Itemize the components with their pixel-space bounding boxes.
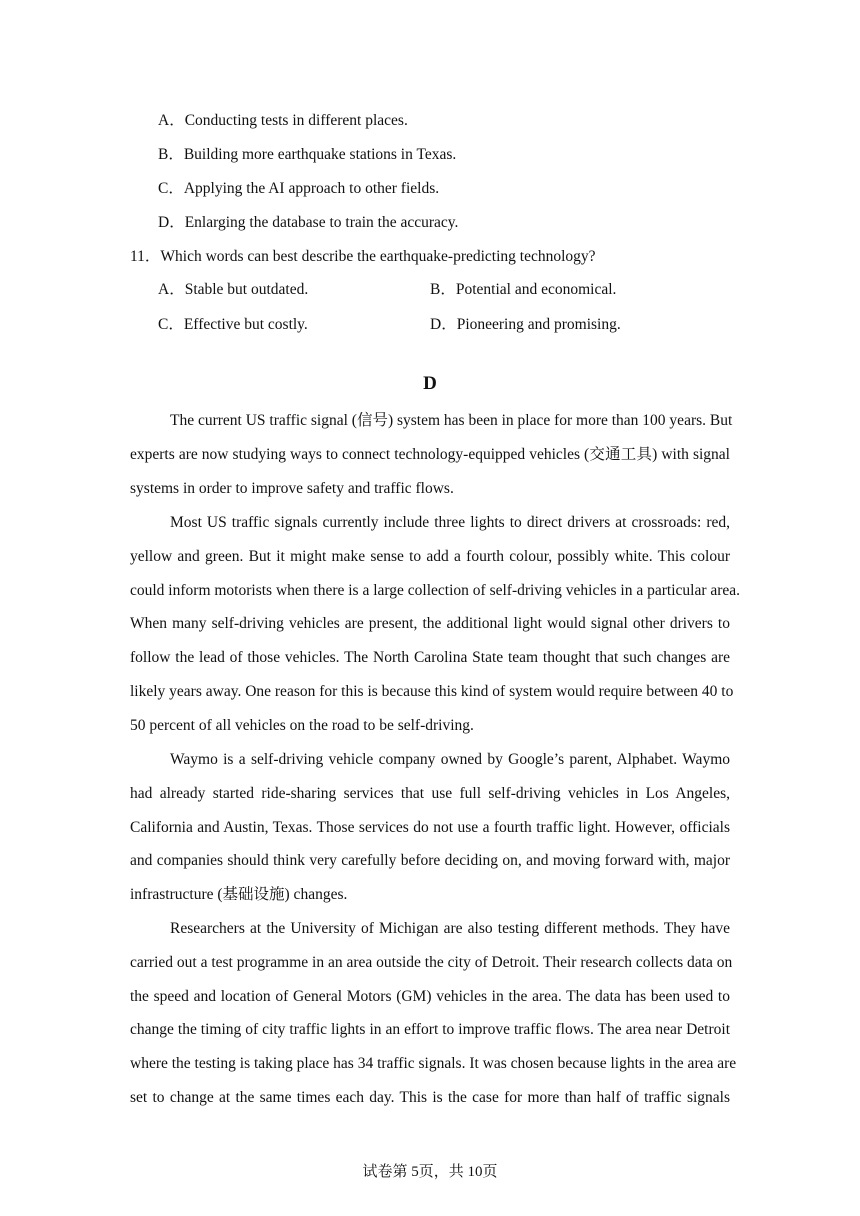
paragraph-line: experts are now studying ways to connect technology-equipped vehicles (交通工具) with signal — [130, 445, 730, 463]
q11-stem: 11．Which words can best describe the earthquake-predicting technology? — [130, 248, 596, 265]
paragraph-line: set to change at the same times each day. This is the case for more than half of traffic signals — [130, 1088, 730, 1106]
paragraph-line: Waymo is a self-driving vehicle company owned by Google’s parent, Alphabet. Waymo — [170, 751, 730, 768]
paragraph-line: systems in order to improve safety and traffic flows. — [130, 479, 454, 497]
paragraph-2 — [130, 506, 741, 743]
q11-option-a: A．Stable but outdated. — [158, 281, 309, 298]
q10-option-b: B．Building more earthquake stations in Texas. — [158, 146, 457, 163]
q10-option-c: C．Applying the AI approach to other fields. — [158, 180, 440, 197]
paragraph-line: Researchers at the University of Michigan are also testing different methods. They have — [170, 920, 730, 937]
paragraph-line: 50 percent of all vehicles on the road to be self-driving. — [130, 716, 474, 734]
paragraph-line: follow the lead of those vehicles. The North Carolina State team thought that such changes are — [130, 649, 730, 667]
paragraph-4 — [130, 912, 737, 1115]
paragraph-line: change the timing of city traffic lights in an effort to improve traffic flows. The area near Detroit — [130, 1021, 730, 1039]
paragraph-line: could inform motorists when there is a large collection of self-driving vehicles in a particular area. — [130, 581, 741, 599]
paragraph-line: and companies should think very carefully before deciding on, and moving forward with, major — [130, 852, 730, 870]
paragraph-line: carried out a test programme in an area outside the city of Detroit. Their research collects data on — [130, 953, 733, 971]
paragraph-line: likely years away. One reason for this is because this kind of system would require between 40 to — [130, 682, 734, 700]
paragraph-line: When many self-driving vehicles are present, the additional light would signal other drivers to — [130, 615, 730, 633]
q10-option-a: A．Conducting tests in different places. — [158, 112, 408, 129]
q11-option-d: D．Pioneering and promising. — [430, 316, 621, 333]
q11-option-c: C．Effective but costly. — [158, 316, 308, 333]
paragraph-line: yellow and green. But it might make sense to add a fourth colour, possibly white. This colour — [130, 547, 730, 565]
section-title: D — [423, 373, 437, 394]
paragraph-line: California and Austin, Texas. Those services do not use a fourth traffic light. However, officials — [130, 818, 730, 836]
paragraph-line: The current US traffic signal (信号) system has been in place for more than 100 years. But — [170, 412, 733, 429]
q11-option-b: B．Potential and economical. — [430, 281, 617, 298]
paragraph-3 — [130, 743, 730, 912]
paragraph-line: infrastructure (基础设施) changes. — [130, 886, 348, 904]
paragraph-line: where the testing is taking place has 34 traffic signals. It was chosen because lights in the area are — [130, 1055, 737, 1073]
page-footer: 试卷第 5页，共 10页 — [362, 1164, 498, 1180]
paragraph-line: Most US traffic signals currently include three lights to direct drivers at crossroads: red, — [170, 514, 730, 531]
paragraph-line: the speed and location of General Motors (GM) vehicles in the area. The data has been used to — [130, 987, 730, 1005]
q10-option-d: D．Enlarging the database to train the accuracy. — [158, 214, 459, 231]
paragraph-1 — [130, 404, 733, 505]
paragraph-line: had already started ride-sharing services that use full self-driving vehicles in Los Angeles, — [130, 784, 730, 802]
